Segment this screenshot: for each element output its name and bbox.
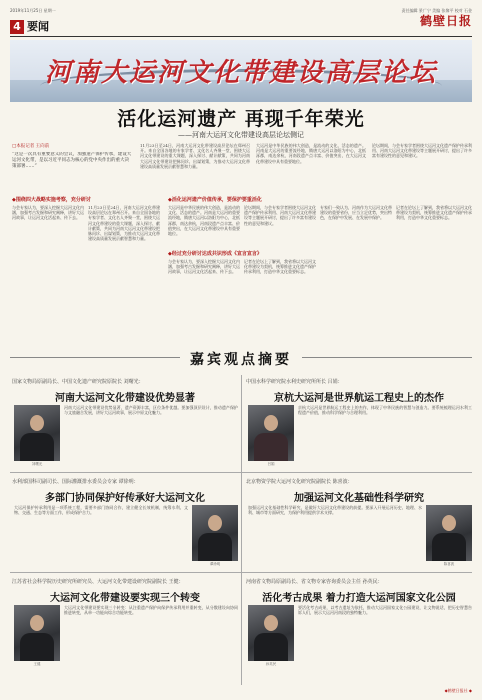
body-col-7: 论坛期间，与会专家学者围绕大运河文化遗产保护传承利用、河南大运河文化带建设等主题展开研讨，提出了许多富有建设性的意见和建议。 xyxy=(244,205,316,226)
guest-headline-3: 多部门协同保护好传承好大运河文化 xyxy=(45,493,205,504)
subtitle-1: ◆围绕四大战略实施考察，充分研讨 xyxy=(12,197,91,203)
guest-caption-5: 王健 xyxy=(33,662,41,666)
guest-caption-6: 孙英民 xyxy=(265,662,277,666)
guest-headline-2: 京杭大运河是世界航运工程史上的杰作 xyxy=(274,393,444,404)
photo-suit xyxy=(198,533,232,561)
body-col-1: 11月23日至24日，河南大运河文化带建设高层论坛在郑州召开。来自全国各地的专家学者、文化名人齐聚一堂，围绕大运河文化带建设的重大课题，深入探讨、献计献策，共同为河南大运河文化带建设把脉问诊、出谋划策，为推动大运河文化带建设高质量发展贡献智慧和力量。 xyxy=(140,143,250,169)
guest-affiliation-5: 江苏省社会科学院历史研究所研究员、大运河文化带建设研究院副院长 王健： xyxy=(12,579,184,585)
guest-photo-3 xyxy=(192,505,238,561)
guest-affiliation-6: 河南省文物局原副局长、省文物专家咨询委员会主任 孙英民： xyxy=(246,579,383,585)
photo-face xyxy=(30,415,44,431)
photo-face xyxy=(264,615,278,631)
subtitle-3: ◆经过充分研讨达成共识形成《宣言宣言》 xyxy=(168,251,262,257)
banner-title: 河南大运河文化带建设高层论坛 xyxy=(44,58,437,88)
guest-photo-4 xyxy=(426,505,472,561)
panel-rule-1 xyxy=(10,472,472,473)
section-name: 要闻 xyxy=(27,20,49,33)
guest-caption-3: 谭徐明 xyxy=(209,562,221,566)
guest-rule-right xyxy=(302,357,472,358)
guest-affiliation-1: 国家文物局原副局长、中国文化遗产研究院原院长 刘曙光： xyxy=(12,379,144,385)
photo-suit xyxy=(254,633,288,661)
guest-section-title: 嘉宾观点摘要 xyxy=(190,352,292,368)
guest-affiliation-2: 中国水科学研究院水利史研究所所长 吕娟： xyxy=(246,379,343,385)
body-col-10: 专家们一致认为，河南作为大运河文化带建设的重要省份，应当立足优势，突出特色，在保护中发展、在发展中保护。 xyxy=(320,205,392,221)
guest-headline-4: 加强运河文化基础性科学研究 xyxy=(294,493,424,504)
section-header xyxy=(10,20,100,34)
guest-caption-2: 吕娟 xyxy=(267,462,275,466)
body-col-9: 记者在论坛上了解到，我省将以大运河文化带建设为契机，统筹推进文化遗产保护传承利用，打造中华文化重要标志。 xyxy=(244,259,316,275)
byline: □本报记者 王向前 xyxy=(12,144,50,149)
guest-affiliation-3: 水利部国科司副司长、国际灌溉排水委员会专家 谭徐明： xyxy=(12,479,139,485)
photo-suit xyxy=(254,433,288,461)
guest-headline-5: 大运河文化带建设要实现三个转变 xyxy=(50,593,200,604)
editor-line: 责任编辑 景广宁 美编 张黎平 校对 石金 xyxy=(401,8,472,13)
panel-rule-2 xyxy=(10,572,472,573)
guest-body-5: 大运河文化带建设要实现三个转变：从注重遗产保护向保护传承利用并重转变，从分散建设向协同推进转变，从单一功能向综合功能转变。 xyxy=(64,605,238,616)
photo-face xyxy=(208,515,222,531)
photo-suit xyxy=(432,533,466,561)
body-col-4: 与会专家认为，要深入挖掘大运河文化内涵，加强考古发掘和研究阐释，讲好大运河故事，让运河文化活起来、传下去。 xyxy=(12,205,84,221)
body-col-2: 大运河是中华民族的伟大创造，是流动的文化、活态的遗产。河南是大运河的重要流经地，隋唐大运河以洛阳为中心，北抵涿郡，南达余杭，河南段遗产点丰富、价值突出，在大运河文化带建设中具有重要地位。 xyxy=(256,143,366,164)
guest-caption-4: 陈喜波 xyxy=(443,562,455,566)
footer-note: ◆鹤壁日报社 ◆ xyxy=(444,688,472,693)
body-col-6: 大运河是中华民族的伟大创造，是流动的文化、活态的遗产。河南是大运河的重要流经地，隋唐大运河以洛阳为中心，北抵涿郡，南达余杭，河南段遗产点丰富、价值突出，在大运河文化带建设中具有重要地位。 xyxy=(168,205,240,237)
guest-photo-6 xyxy=(248,605,294,661)
guest-affiliation-4: 北京物资学院大运河文化研究院副院长 陈喜波： xyxy=(246,479,353,485)
lede: “这是一次具有重要意义的会议，加强遗产保护传承，建设大运河文化带，是以习近平同志为核心的党中央作出的重大决策部署……” xyxy=(12,152,132,169)
guest-caption-1: 刘曙光 xyxy=(31,462,43,466)
guest-body-3: 大运河保护传承利用是一项系统工程，需要多部门协同合作，建立健全长效机制，统筹水利、文物、交通、生态等方面工作，形成保护合力。 xyxy=(14,505,188,516)
date-line: 2019年11月25日 星期一 xyxy=(10,8,56,13)
guest-headline-1: 河南大运河文化带建设优势显著 xyxy=(55,393,195,404)
guest-body-6: 要活化考古成果，以考古遗址为依托，推动大运河国家文化公园建设，让文物说话，把历史智慧告诉人们，展示大运河河南段的独特魅力。 xyxy=(298,605,472,616)
body-col-8: 与会专家认为，要深入挖掘大运河文化内涵，加强考古发掘和研究阐释，讲好大运河故事，让运河文化活起来、传下去。 xyxy=(168,259,240,275)
photo-face xyxy=(264,415,278,431)
guest-headline-6: 活化考古成果 着力打造大运河国家文化公园 xyxy=(262,593,456,604)
body-col-3: 论坛期间，与会专家学者围绕大运河文化遗产保护传承利用、河南大运河文化带建设等主题展开研讨，提出了许多富有建设性的意见和建议。 xyxy=(372,143,472,159)
guest-body-4: 加强运河文化基础性科学研究，是做好大运河文化带建设的前提。要深入开展运河历史、地理、水利、城市等方面研究，为保护利用提供学术支撑。 xyxy=(248,505,422,516)
photo-suit xyxy=(20,433,54,461)
photo-face xyxy=(442,515,456,531)
body-col-11: 记者在论坛上了解到，我省将以大运河文化带建设为契机，统筹推进文化遗产保护传承利用，打造中华文化重要标志。 xyxy=(396,205,472,221)
page-meta xyxy=(10,8,472,16)
guest-photo-1 xyxy=(14,405,60,461)
guest-photo-5 xyxy=(14,605,60,661)
photo-face xyxy=(30,615,44,631)
guest-body-2: 京杭大运河是世界航运工程史上的杰作，体现了中华民族的智慧与创造力。要系统梳理运河水利工程遗产价值，推动科学保护与合理利用。 xyxy=(298,405,472,416)
photo-suit xyxy=(20,633,54,661)
guest-photo-2 xyxy=(248,405,294,461)
main-headline: 活化运河遗产 再现千年荣光 xyxy=(117,108,365,130)
guest-body-1: 河南大运河文化带建设优势显著，遗产资源丰富，区位条件优越。要加强顶层设计，推动遗产保护与文旅融合发展，讲好大运河故事，展示中原文化魅力。 xyxy=(64,405,238,416)
newspaper-logo: 鹤壁日报 xyxy=(419,14,472,28)
header-rule xyxy=(10,36,472,37)
column-divider xyxy=(241,375,242,685)
section-number: 4 xyxy=(10,20,24,34)
subtitle-2: ◆活化运河遗产价值传承，要保护要重活化 xyxy=(168,197,262,203)
main-subhead: ——河南大运河文化带建设高层论坛侧记 xyxy=(178,131,304,139)
body-col-5: 11月23日至24日，河南大运河文化带建设高层论坛在郑州召开。来自全国各地的专家学者、文化名人齐聚一堂，围绕大运河文化带建设的重大课题，深入探讨、献计献策，共同为河南大运河文化带建设把脉问诊、出谋划策，为推动大运河文化带建设高质量发展贡献智慧和力量。 xyxy=(88,205,160,242)
banner xyxy=(10,40,472,102)
